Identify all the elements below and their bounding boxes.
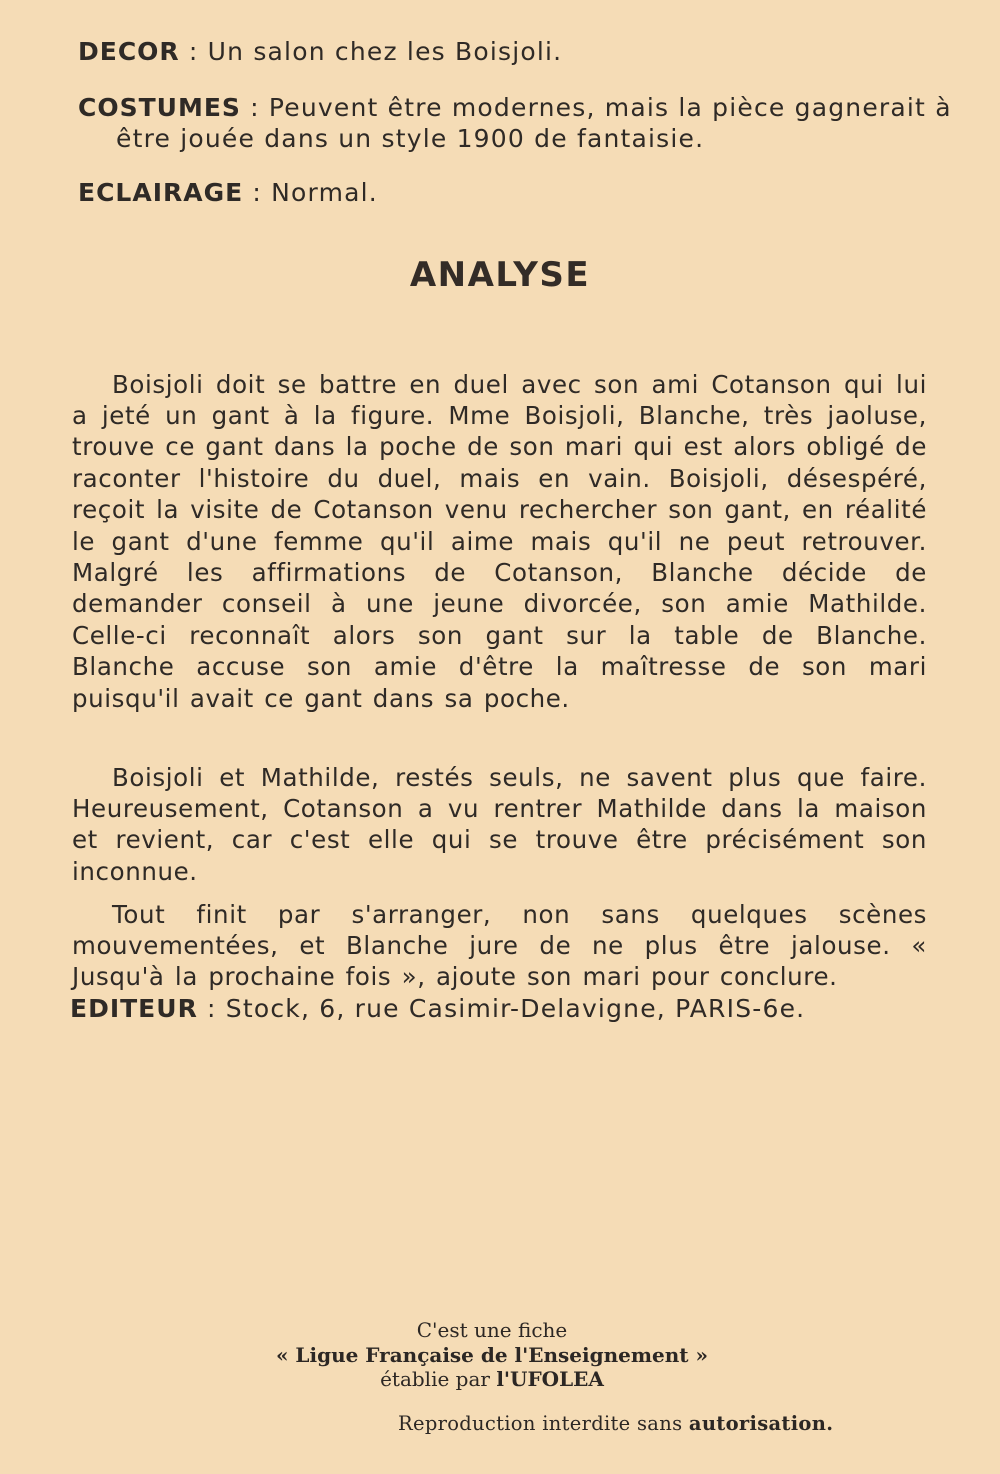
analyse-heading: ANALYSE [409, 255, 591, 295]
eclairage-separator: : [252, 178, 262, 207]
footer-line-3 [0, 1367, 992, 1391]
editeur-label: EDITEUR [70, 994, 198, 1023]
costumes-separator: : [250, 93, 260, 122]
analyse-paragraph-3: Tout finit par s'arranger, non sans quelques scènes mouvementées, et Blanche jure de ne plus être jalouse. « Jusqu'à la prochaine fois », ajoute son mari pour conclure. [72, 899, 927, 992]
analyse-paragraph-2: Boisjoli et Mathilde, restés seuls, ne savent plus que faire. Heureusement, Cotanson a vu rentrer Mathilde dans la maison et revient, car c'est elle qui se trouve être précisément son inconnue. [72, 762, 927, 886]
footer-line-1: C'est une fiche [416, 1318, 568, 1342]
editeur-value: Stock, 6, rue Casimir-Delavigne, PARIS-6e. [225, 994, 806, 1023]
reproduction-notice [398, 1412, 833, 1435]
editeur-separator: : [206, 994, 217, 1023]
reproduction-notice-strong: autorisation. [688, 1412, 834, 1435]
reproduction-notice-prefix: Reproduction interdite sans [398, 1412, 683, 1435]
editeur-field [70, 993, 925, 1024]
footer-line-2: « Ligue Française de l'Enseignement » [275, 1343, 709, 1367]
costumes-value: Peuvent être modernes, mais la pièce gagnerait à être jouée dans un style 1900 de fantaisie. [116, 93, 952, 153]
decor-value: Un salon chez les Boisjoli. [207, 37, 563, 66]
decor-separator: : [188, 37, 199, 66]
eclairage-label: ECLAIRAGE [78, 178, 244, 207]
costumes-label: COSTUMES [78, 93, 241, 122]
eclairage-value: Normal. [271, 178, 378, 207]
eclairage-field [78, 177, 933, 208]
footer-line-3-prefix: établie par [380, 1367, 490, 1391]
analyse-paragraph-1: Boisjoli doit se battre en duel avec son ami Cotanson qui lui a jeté un gant à la figure. Mme Boisjoli, Blanche, très jaoluse, trouve ce gant dans la poche de son mari qui est alors obligé de raconter l'histoire du duel, mais en vain. Boisjoli, désespéré, reçoit la visite de Cotanson venu rechercher son gant, en réalité le gant d'une femme qu'il aime mais qu'il ne peut retrouver. Malgré les affirmations de Cotanson, Blanche décide de demander conseil à une jeune divorcée, son amie Mathilde. Celle-ci reconnaît alors son gant sur la table de Blanche. Blanche accuse son amie d'être la maîtresse de son mari puisqu'il avait ce gant dans sa poche. [72, 369, 927, 713]
footer-organization: l'UFOLEA [496, 1367, 604, 1391]
costumes-field [78, 92, 971, 154]
decor-field [78, 36, 933, 67]
decor-label: DECOR [78, 37, 180, 66]
